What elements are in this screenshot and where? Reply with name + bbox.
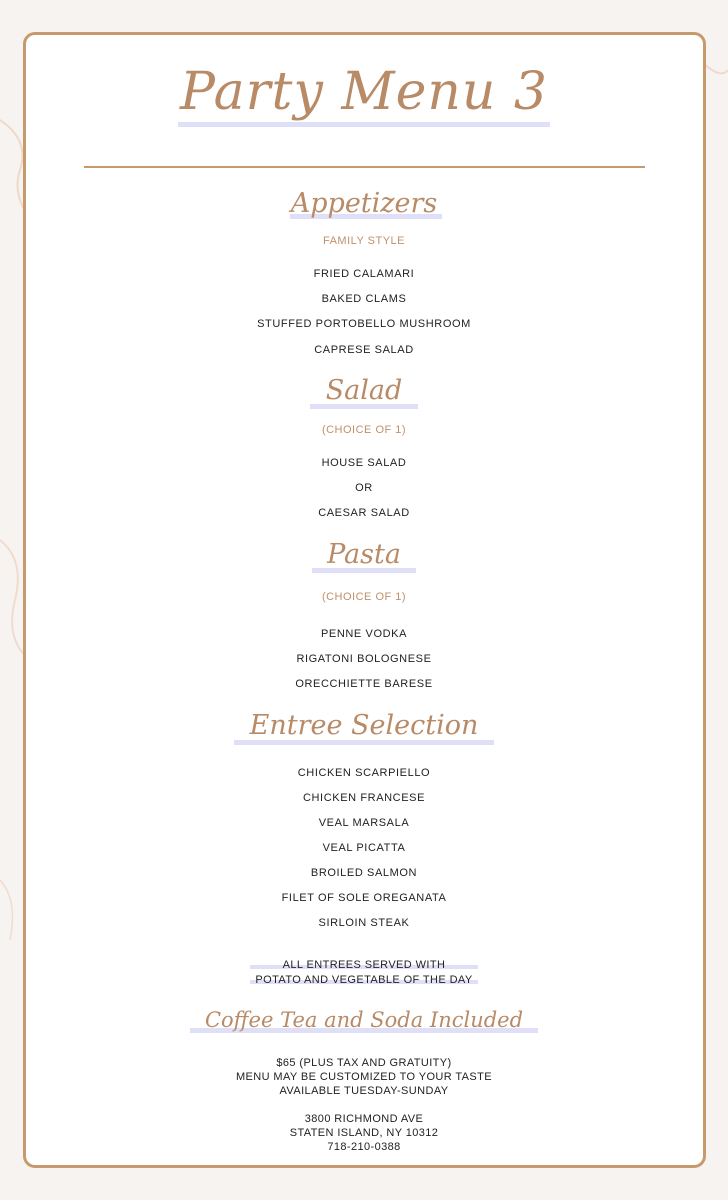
menu-item: PENNE VODKA xyxy=(320,628,408,640)
menu-item: CHICKEN FRANCESE xyxy=(302,792,426,804)
pricing-line: MENU MAY BE CUSTOMIZED TO YOUR TASTE xyxy=(235,1071,493,1083)
section-heading: Pasta xyxy=(327,539,401,570)
menu-item: OR xyxy=(355,482,373,494)
section-note: (CHOICE OF 1) xyxy=(321,424,407,436)
section-salad xyxy=(0,375,728,406)
address-line: STATEN ISLAND, NY 10312 xyxy=(289,1127,439,1139)
menu-item: RIGATONI BOLOGNESE xyxy=(296,653,432,665)
menu-title: Party Menu 3 xyxy=(180,62,548,122)
entree-note-line: ALL ENTREES SERVED WITH xyxy=(282,959,446,971)
section-heading: Entree Selection xyxy=(249,710,479,741)
section-note: FAMILY STYLE xyxy=(322,235,405,247)
section-heading: Appetizers xyxy=(290,188,438,219)
menu-item: FILET OF SOLE OREGANATA xyxy=(281,892,447,904)
entree-note-line: POTATO AND VEGETABLE OF THE DAY xyxy=(255,974,473,986)
menu-item: HOUSE SALAD xyxy=(321,457,407,469)
pricing-line: $65 (PLUS TAX AND GRATUITY) xyxy=(276,1057,452,1069)
section-entree xyxy=(0,710,728,741)
section-heading: Salad xyxy=(325,375,403,406)
menu-item: ORECCHIETTE BARESE xyxy=(295,678,433,690)
menu-item: CAPRESE SALAD xyxy=(314,344,414,356)
title-divider xyxy=(84,166,645,168)
included-heading: Coffee Tea and Soda Included xyxy=(204,1008,524,1032)
menu-item: VEAL PICATTA xyxy=(322,842,406,854)
menu-item: CHICKEN SCARPIELLO xyxy=(297,767,431,779)
menu-item: FRIED CALAMARI xyxy=(313,268,415,280)
menu-item: CAESAR SALAD xyxy=(318,507,410,519)
included-line-wrap xyxy=(0,1008,728,1032)
menu-item: VEAL MARSALA xyxy=(318,817,410,829)
section-pasta xyxy=(0,539,728,570)
phone-number: 718-210-0388 xyxy=(327,1141,401,1153)
menu-item: STUFFED PORTOBELLO MUSHROOM xyxy=(257,318,471,330)
title-highlight xyxy=(178,122,550,127)
section-note: (CHOICE OF 1) xyxy=(321,591,407,603)
pricing-line: AVAILABLE TUESDAY-SUNDAY xyxy=(279,1085,449,1097)
section-appetizers xyxy=(0,188,728,219)
menu-item: SIRLOIN STEAK xyxy=(318,917,410,929)
menu-item: BAKED CLAMS xyxy=(321,293,407,305)
menu-title-wrap xyxy=(0,62,728,122)
menu-item: BROILED SALMON xyxy=(310,867,418,879)
address-line: 3800 RICHMOND AVE xyxy=(304,1113,424,1125)
